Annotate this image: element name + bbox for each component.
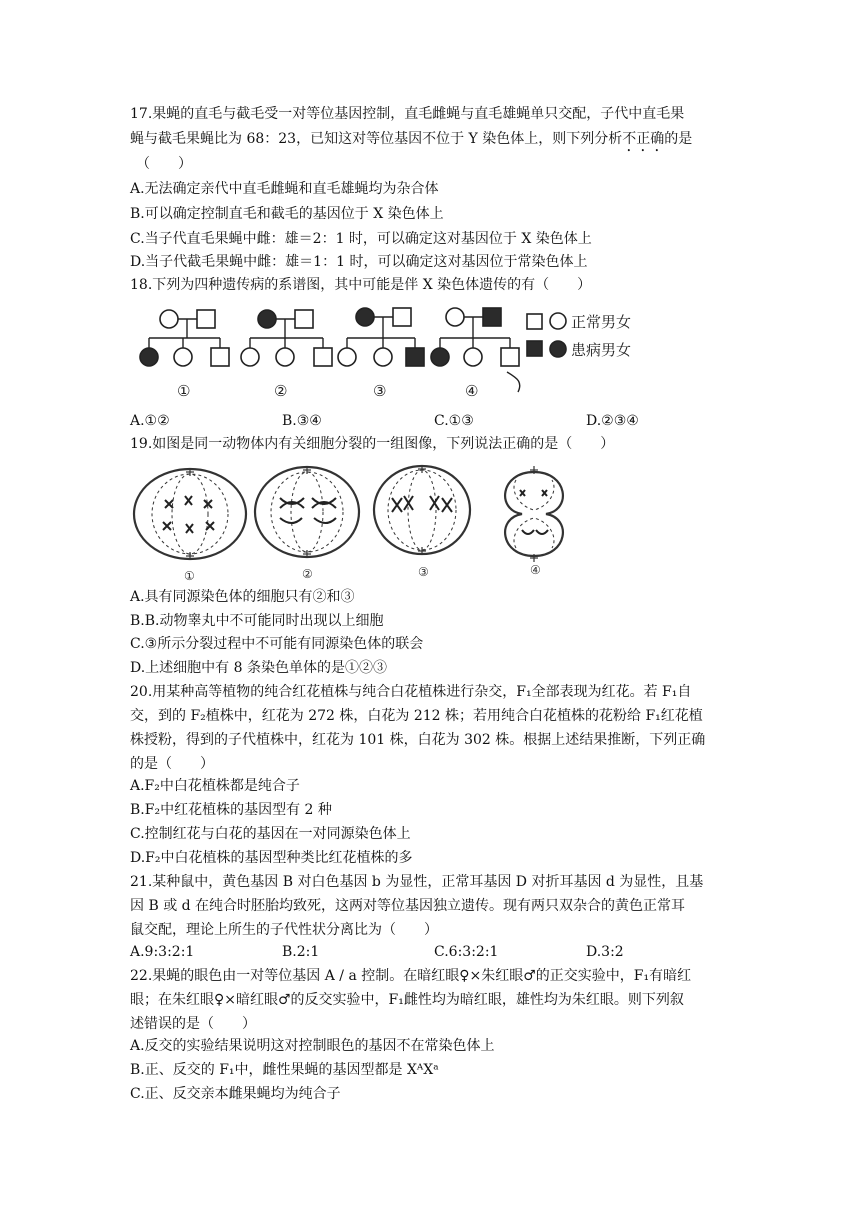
q22-stem-line1: 22.果蝇的眼色由一对等位基因 A / a 控制。在暗红眼♀×朱红眼♂的正交实验中，F₁有暗红 [130, 968, 692, 984]
cell-label-2: ② [302, 567, 313, 581]
pedigree-2 [241, 310, 332, 366]
q19-option-c: C.③所示分裂过程中不可能有同源染色体的联会 [130, 636, 424, 652]
cell-division-figure [130, 460, 590, 582]
pedigree-label-4: ④ [465, 382, 479, 400]
cell-2 [255, 466, 359, 581]
q21-option-a: A.9:3:2:1 [130, 944, 195, 960]
q19-option-b: B.B.动物睾丸中不可能同时出现以上细胞 [130, 613, 384, 629]
q17-option-d: D.当子代截毛果蝇中雌：雄＝1：1 时，可以确定这对基因位于常染色体上 [130, 254, 588, 270]
q17-stem-line1: 17.果蝇的直毛与截毛受一对等位基因控制，直毛雌蝇与直毛雄蝇单只交配，子代中直毛果 [130, 106, 685, 122]
q21-option-c: C.6:3:2:1 [434, 944, 499, 960]
pedigree-legend [527, 313, 631, 359]
q17-option-b: B.可以确定控制直毛和截毛的基因位于 X 染色体上 [130, 206, 444, 222]
q17-emphasis: 不正确 [622, 131, 665, 147]
cell-3 [374, 465, 470, 579]
cell-4 [505, 466, 563, 577]
pedigree-label-3: ③ [373, 382, 387, 400]
q20-stem-line2: 交，到的 F₂植株中，红花为 272 株，白花为 212 株；若用纯合白花植株的花粉给 F₁红花植 [130, 708, 703, 724]
q17-stem-line2-a: 蝇与截毛果蝇比为 68：23，已知这对等位基因不位于 Y 染色体上，则下列分析 [130, 131, 623, 147]
cell-label-3: ③ [418, 565, 429, 579]
legend-normal-label: 正常男女 [571, 313, 632, 331]
q19-option-d: D.上述细胞中有 8 条染色单体的是①②③ [130, 660, 387, 676]
pedigree-4 [431, 308, 519, 366]
q18-stem: 18.下列为四种遗传病的系谱图，其中可能是伴 X 染色体遗传的有（ ） [130, 277, 592, 293]
q17-answer-bracket: （ ） [136, 156, 192, 172]
q19-stem: 19.如图是同一动物体内有关细胞分裂的一组图像，下列说法正确的是（ ） [130, 436, 615, 452]
q18-option-b: B.③④ [282, 413, 322, 429]
cell-1 [134, 468, 246, 583]
q18-option-c: C.①③ [434, 413, 474, 429]
q21-option-d: D.3:2 [586, 944, 624, 960]
q19-option-a: A.具有同源染色体的细胞只有②和③ [130, 589, 355, 605]
pedigree-label-2: ② [274, 382, 288, 400]
q20-option-d: D.F₂中白花植株的基因型种类比红花植株的多 [130, 850, 413, 866]
q21-stem-line2: 因 B 或 d 在纯合时胚胎均致死，这两对等位基因独立遗传。现有两只双杂合的黄色正常耳 [130, 898, 686, 914]
pedigree-label-1: ① [177, 382, 191, 400]
q22-stem-line2: 眼；在朱红眼♀×暗红眼♂的反交实验中，F₁雌性均为暗红眼，雄性均为朱红眼。则下列叙 [130, 992, 684, 1008]
pedigree-figure [135, 300, 695, 405]
q17-option-c: C.当子代直毛果蝇中雌：雄＝2：1 时，可以确定这对基因位于 X 染色体上 [130, 231, 592, 247]
q21-stem-line3: 鼠交配，理论上所生的子代性状分离比为（ ） [130, 922, 438, 938]
q18-option-d: D.②③④ [586, 413, 639, 429]
q20-option-b: B.F₂中红花植株的基因型有 2 种 [130, 802, 332, 818]
cell-label-1: ① [184, 569, 195, 583]
q20-stem-line4: 的是（ ） [130, 756, 214, 772]
q17-stem-line2 [130, 129, 692, 155]
q18-option-a: A.①② [130, 413, 170, 429]
q20-option-a: A.F₂中白花植株都是纯合子 [130, 778, 300, 794]
q22-stem-line3: 述错误的是（ ） [130, 1016, 256, 1032]
q21-option-b: B.2:1 [282, 944, 320, 960]
q17-stem-line2-c: 的是 [664, 131, 693, 147]
q20-option-c: C.控制红花与白花的基因在一对同源染色体上 [130, 826, 411, 842]
q17-option-a: A.无法确定亲代中直毛雌蝇和直毛雄蝇均为杂合体 [130, 181, 439, 197]
legend-affected-label: 患病男女 [571, 341, 632, 359]
q20-stem-line1: 20.用某种高等植物的纯合红花植株与纯合白花植株进行杂交，F₁全部表现为红花。若 F₁自 [130, 684, 692, 700]
q22-option-b: B.正、反交的 F₁中，雌性果蝇的基因型都是 XᴬXᵃ [130, 1062, 439, 1078]
q20-stem-line3: 株授粉，得到的子代植株中，红花为 101 株，白花为 302 株。根据上述结果推断，下列正确 [130, 732, 706, 748]
q22-option-a: A.反交的实验结果说明这对控制眼色的基因不在常染色体上 [130, 1038, 495, 1054]
q21-stem-line1: 21.某种鼠中，黄色基因 B 对白色基因 b 为显性，正常耳基因 D 对折耳基因 d 为显性，且基 [130, 874, 704, 890]
pedigree-1 [140, 310, 229, 366]
q22-option-c: C.正、反交亲本雌果蝇均为纯合子 [130, 1086, 341, 1102]
cell-label-4: ④ [530, 563, 541, 577]
pedigree-3 [338, 308, 424, 366]
